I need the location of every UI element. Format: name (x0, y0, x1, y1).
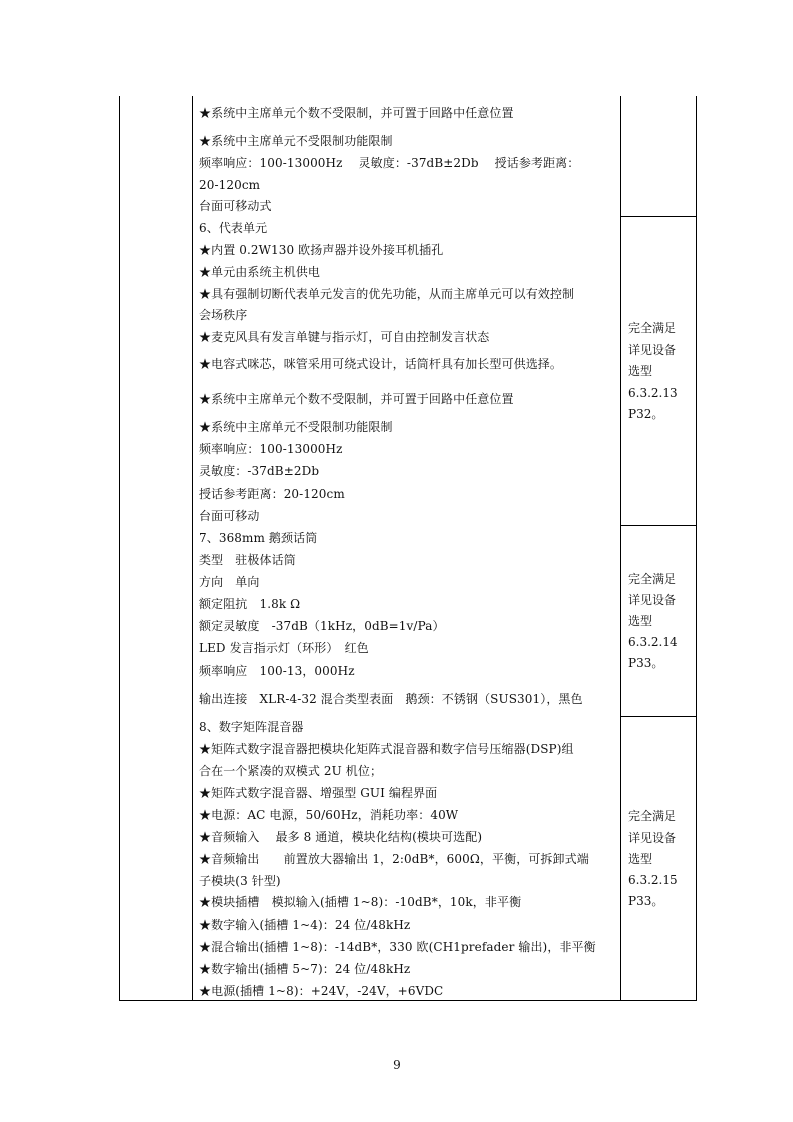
response-line: 详见设备 (628, 831, 677, 845)
spec-line: ★系统中主席单元个数不受限制，并可置于回路中任意位置 (199, 392, 514, 406)
response-line: 详见设备 (628, 593, 677, 607)
response-line: 完全满足 (628, 572, 677, 586)
response-line: 完全满足 (628, 321, 677, 335)
spec-line: ★麦克风具有发言单键与指示灯，可自由控制发言状态 (199, 330, 490, 344)
response-page: P33。 (628, 894, 664, 908)
spec-line: 额定阻抗 1.8k Ω (199, 597, 301, 611)
spec-line: ★单元由系统主机供电 (199, 265, 321, 279)
response-row-separator-3 (620, 716, 697, 717)
response-line: 选型 (628, 364, 653, 378)
response-row-separator-1 (620, 216, 697, 217)
spec-line: 子模块(3 针型) (199, 874, 281, 888)
response-reference: 6.3.2.13 (628, 386, 678, 400)
section-heading: 6、代表单元 (199, 221, 268, 235)
page-number: 9 (393, 1058, 401, 1072)
spec-line: 台面可移动 (199, 509, 260, 523)
spec-line: 20-120cm (199, 178, 261, 192)
table-divider-2 (620, 96, 621, 1001)
spec-line: ★系统中主席单元个数不受限制，并可置于回路中任意位置 (199, 106, 514, 120)
table-border-bottom (119, 1000, 697, 1001)
spec-line: 频率响应 100-13，000Hz (199, 664, 355, 678)
spec-line: ★数字输出(插槽 5~7)：24 位/48kHz (199, 962, 411, 976)
response-line: 选型 (628, 614, 653, 628)
section-heading: 8、数字矩阵混音器 (199, 720, 304, 734)
response-line: 详见设备 (628, 343, 677, 357)
response-row-separator-2 (620, 525, 697, 526)
spec-line: 台面可移动式 (199, 199, 272, 213)
response-reference: 6.3.2.15 (628, 873, 678, 887)
spec-line: ★电源：AC 电源，50/60Hz，消耗功率：40W (199, 808, 459, 822)
response-line: 选型 (628, 852, 653, 866)
spec-line: 方向 单向 (199, 575, 260, 589)
spec-line: ★音频输出 前置放大器输出 1，2:0dB*，600Ω，平衡，可拆卸式端 (199, 852, 589, 866)
spec-line: 类型 驻极体话筒 (199, 553, 296, 567)
section-heading: 7、368mm 鹅颈话筒 (199, 531, 318, 545)
spec-line: ★矩阵式数字混音器把模块化矩阵式混音器和数字信号压缩器(DSP)组 (199, 742, 574, 756)
spec-line: 灵敏度：-37dB±2Db (199, 464, 320, 478)
response-page: P33。 (628, 656, 664, 670)
response-page: P32。 (628, 407, 664, 421)
spec-line: ★混合输出(插槽 1~8)：-14dB*，330 欧(CH1prefader 输出)，非平衡 (199, 940, 596, 954)
spec-line: 授话参考距离：20-120cm (199, 487, 345, 501)
spec-line: ★具有强制切断代表单元发言的优先功能，从而主席单元可以有效控制 (199, 287, 575, 301)
table-border-left (119, 96, 120, 1001)
response-line: 完全满足 (628, 809, 677, 823)
spec-line: ★系统中主席单元不受限制功能限制 (199, 420, 393, 434)
spec-line: 合在一个紧凑的双模式 2U 机位； (199, 764, 383, 778)
spec-line: 额定灵敏度 -37dB（1kHz，0dB=1v/Pa） (199, 619, 445, 633)
spec-line: 会场秩序 (199, 308, 248, 322)
response-reference: 6.3.2.14 (628, 635, 678, 649)
spec-line: ★音频输入 最多 8 通道，模块化结构(模块可选配) (199, 830, 483, 844)
spec-line: ★矩阵式数字混音器、增强型 GUI 编程界面 (199, 786, 438, 800)
spec-line: ★模块插槽 模拟输入(插槽 1~8)：-10dB*，10k，非平衡 (199, 895, 522, 909)
spec-line: ★电源(插槽 1~8)：+24V，-24V，+6VDC (199, 984, 444, 998)
spec-line: ★内置 0.2W130 欧扬声器并设外接耳机插孔 (199, 243, 444, 257)
spec-line: LED 发言指示灯（环形） 红色 (199, 641, 369, 655)
table-border-right (696, 96, 697, 1001)
table-divider-1 (192, 96, 193, 1001)
spec-line: ★系统中主席单元不受限制功能限制 (199, 134, 393, 148)
spec-line: ★数字输入(插槽 1~4)：24 位/48kHz (199, 918, 411, 932)
spec-line: 输出连接 XLR-4-32 混合类型表面 鹅颈：不锈钢（SUS301），黑色 (199, 692, 583, 706)
spec-line: 频率响应：100-13000Hz 灵敏度：-37dB±2Db 授话参考距离： (199, 156, 580, 170)
spec-line: ★电容式咪芯，咪管采用可绕式设计，话筒杆具有加长型可供选择。 (199, 357, 563, 371)
spec-line: 频率响应：100-13000Hz (199, 442, 343, 456)
